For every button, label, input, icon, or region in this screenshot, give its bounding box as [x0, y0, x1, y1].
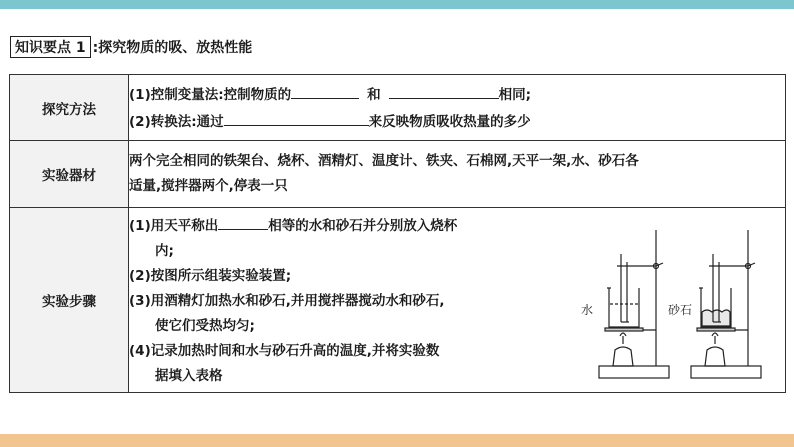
fill-blank[interactable] [291, 81, 359, 99]
step-3: (3)用酒精灯加热水和砂石,并用搅拌器搅动水和砂石, [129, 292, 445, 309]
step-4: (4)记录加热时间和水与砂石升高的温度,并将实验数 [129, 342, 440, 359]
method-line-2 [129, 108, 785, 135]
text-segment: 相同; [498, 86, 532, 103]
fill-blank[interactable] [389, 81, 499, 99]
row-content-method [129, 75, 786, 141]
step-1 [129, 212, 559, 239]
top-decoration-bar [0, 0, 794, 9]
text-segment: (2)转换法:通过 [129, 113, 224, 130]
apparatus-diagram [577, 226, 777, 386]
label-sand: 砂石 [668, 303, 693, 317]
apparatus-water [599, 230, 669, 378]
bottom-decoration-bar [0, 434, 794, 447]
equipment-line-1: 两个完全相同的铁架台、烧杯、酒精灯、温度计、铁夹、石棉网,天平一架,水、砂石各 [129, 153, 639, 169]
step-3-continuation: 使它们受热均匀; [155, 317, 255, 334]
section-heading [10, 36, 252, 58]
table-row [10, 141, 786, 208]
text-segment: (1)控制变量法:控制物质的 [129, 86, 292, 103]
step-2: (2)按图所示组装实验装置; [129, 267, 292, 284]
row-label-method: 探究方法 [10, 75, 129, 141]
section-title: :探究物质的吸、放热性能 [92, 40, 253, 56]
steps-text [129, 212, 559, 389]
method-line-1 [129, 81, 785, 108]
equipment-line-2: 适量,搅拌器两个,停表一只 [129, 178, 288, 194]
knowledge-point-tag: 知识要点 1 [10, 36, 91, 58]
text-segment: 来反映物质吸收热量的多少 [368, 113, 531, 130]
fill-blank[interactable] [224, 108, 369, 126]
apparatus-sand [691, 230, 761, 378]
step-4-continuation: 据填入表格 [155, 367, 223, 384]
row-label-steps: 实验步骤 [10, 208, 129, 393]
row-label-equipment: 实验器材 [10, 141, 129, 208]
fill-blank[interactable] [218, 212, 268, 230]
label-water: 水 [581, 303, 594, 317]
text-segment: (1)用天平称出 [129, 217, 219, 234]
text-segment: 相等的水和砂石并分别放入烧杯 [268, 217, 458, 234]
table-row [10, 75, 786, 141]
row-content-equipment [129, 141, 786, 208]
text-segment: 和 [367, 86, 381, 103]
step-1-continuation: 内; [155, 242, 174, 259]
